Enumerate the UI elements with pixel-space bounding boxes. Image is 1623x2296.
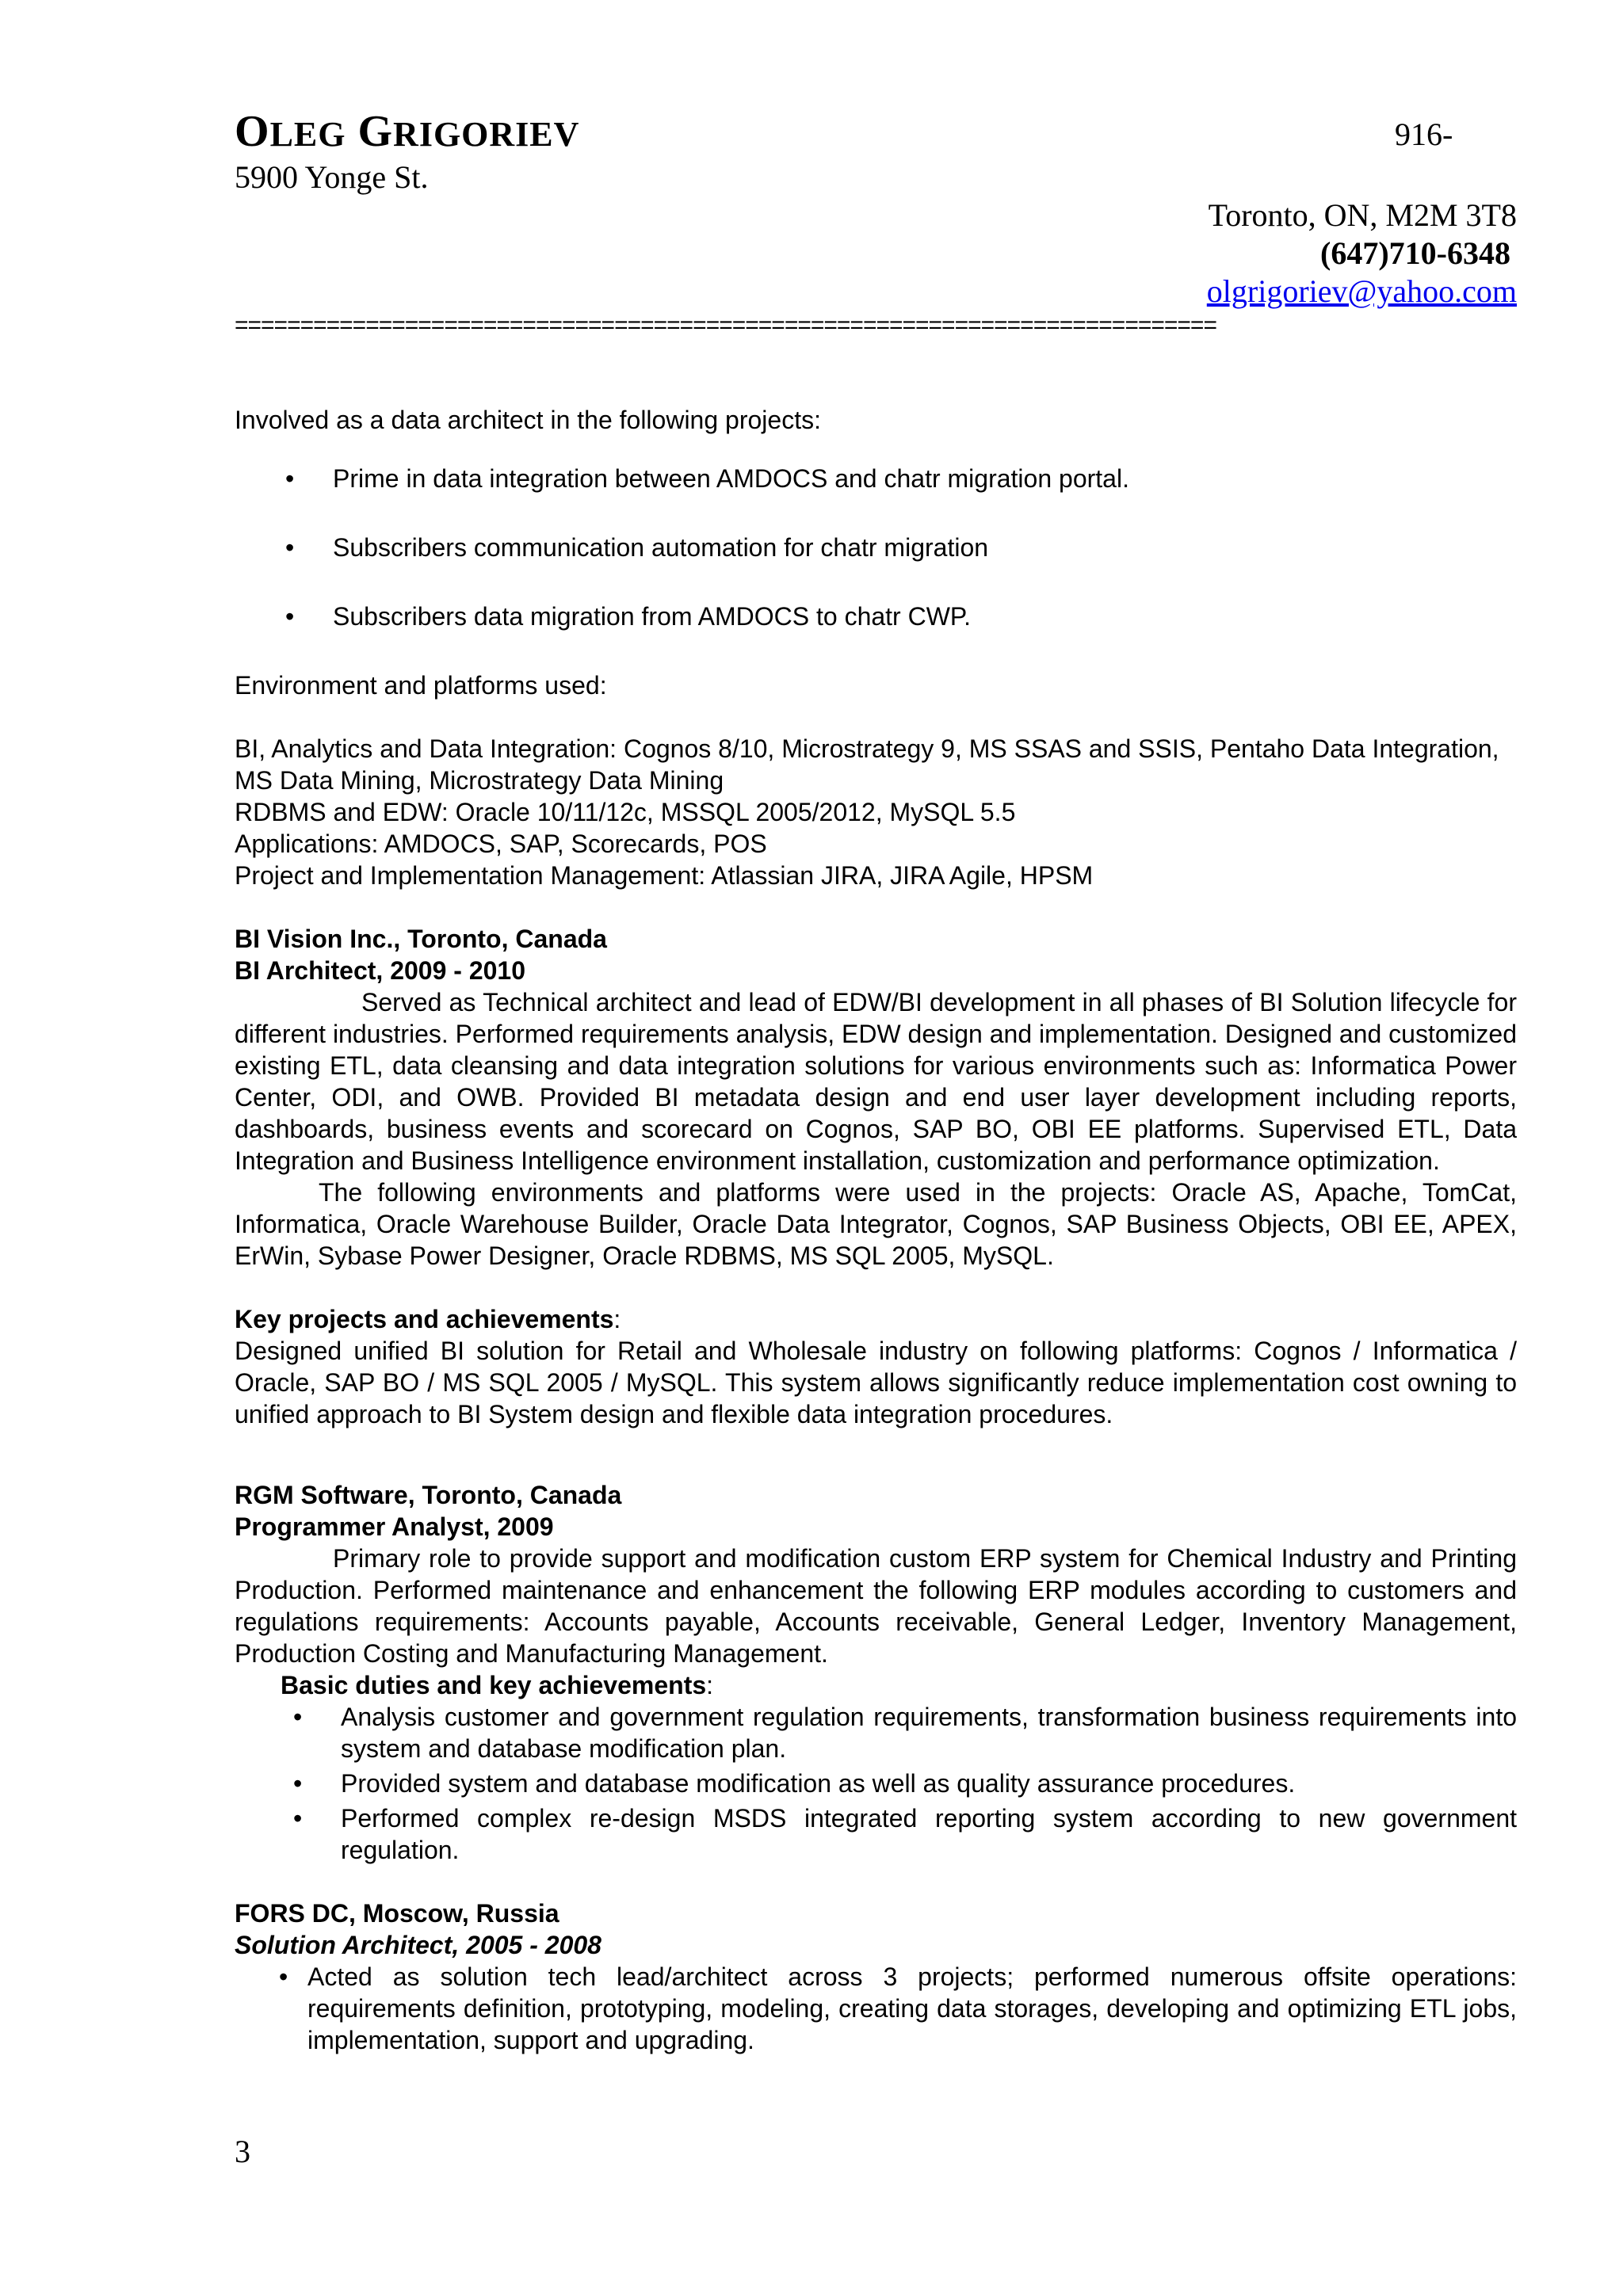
job1-title: BI Architect, 2009 - 2010: [235, 956, 525, 985]
job1-company: BI Vision Inc., Toronto, Canada: [235, 925, 607, 953]
job2-company: RGM Software, Toronto, Canada: [235, 1481, 622, 1509]
list-item-text: Subscribers communication automation for chatr migration: [333, 533, 989, 562]
name-first-initial: O: [235, 107, 270, 156]
env-line: Project and Implementation Management: Atlassian JIRA, JIRA Agile, HPSM: [235, 861, 1094, 890]
list-item-text: Acted as solution tech lead/architect across 3 projects; performed numerous offsite operations: requirements definition, prototyping, modeling, creating data storages, developing and optimizing ETL jobs, implementation, support and upgrading.: [307, 1962, 1517, 2054]
list-item-text: Performed complex re-design MSDS integrated reporting system according to new government regulation.: [341, 1804, 1517, 1864]
job2-title: Programmer Analyst, 2009: [235, 1512, 554, 1541]
bullet-icon: •: [285, 602, 295, 631]
page-number: 3: [235, 2134, 250, 2169]
resume-body: [235, 404, 1517, 2056]
name-last-initial: G: [357, 107, 394, 156]
address-city: Toronto, ON, M2M 3T8: [1208, 197, 1517, 233]
job3-title: Solution Architect, 2005 - 2008: [235, 1931, 601, 1959]
list-item: [235, 601, 1517, 632]
duties-list: [235, 1701, 1517, 1866]
address-street: 5900 Yonge St.: [235, 159, 429, 195]
bullet-icon: •: [293, 1703, 303, 1731]
bullet-icon: •: [293, 1769, 303, 1798]
list-item: [235, 1701, 1517, 1764]
phone-number: (647)710-6348: [1320, 235, 1510, 271]
header-divider: ===========================================================================: [235, 312, 1216, 338]
job1-key-heading: Key projects and achievements: [235, 1305, 614, 1333]
address-number-fragment: 916-: [1395, 116, 1453, 152]
list-item: [235, 463, 1517, 494]
bullet-icon: •: [293, 1804, 303, 1833]
list-item: [235, 1802, 1517, 1866]
job2-duties-heading: Basic duties and key achievements: [281, 1671, 707, 1699]
intro-lead: Involved as a data architect in the following projects:: [235, 406, 821, 434]
name-first-rest: LEG: [269, 115, 346, 154]
env-line: RDBMS and EDW: Oracle 10/11/12c, MSSQL 2005/2012, MySQL 5.5: [235, 798, 1016, 826]
job1-environments: The following environments and platforms were used in the projects: Oracle AS, Apache, TomCat, Informatica, Oracle Warehouse Builder, Oracle Data Integrator, Cognos, SAP Business Objects, OBI EE, APEX, ErWin, Sybase Power Designer, Oracle RDBMS, MS SQL 2005, MySQL.: [235, 1178, 1517, 1270]
name-last-rest: RIGORIEV: [393, 115, 580, 154]
env-line: Applications: AMDOCS, SAP, Scorecards, POS: [235, 830, 767, 858]
list-item-text: Prime in data integration between AMDOCS and chatr migration portal.: [333, 464, 1129, 493]
job2-description: Primary role to provide support and modification custom ERP system for Chemical Industry and Printing Production. Performed maintenance and enhancement the following ERP modules according to customers and regulations requirements: Accounts payable, Accounts receivable, General Ledger, Inventory Management, Production Costing and Manufacturing Management.: [235, 1544, 1517, 1668]
list-item-text: Subscribers data migration from AMDOCS to chatr CWP.: [333, 602, 972, 631]
candidate-name: [235, 106, 579, 157]
list-item-text: Provided system and database modification as well as quality assurance procedures.: [341, 1769, 1296, 1798]
bullet-icon: •: [285, 464, 295, 493]
env-heading: Environment and platforms used:: [235, 671, 607, 700]
job1-description: Served as Technical architect and lead of EDW/BI development in all phases of BI Solution lifecycle for different industries. Performed requirements analysis, EDW design and implementation. Designed and customized existing ETL, data cleansing and data integration solutions for various environments such as: Informatica Power Center, ODI, and OWB. Provided BI metadata design and end user layer development including reports, dashboards, business events and scorecard on Cognos, SAP BO, OBI EE platforms. Supervised ETL, Data Integration and Business Intelligence environment installation, customization and performance optimization.: [235, 988, 1517, 1175]
email-link[interactable]: olgrigoriev@yahoo.com: [1206, 273, 1517, 309]
job2-duties-heading-line: [235, 1669, 1517, 1701]
env-line: BI, Analytics and Data Integration: Cognos 8/10, Microstrategy 9, MS SSAS and SSIS, Pentaho Data Integration, MS Data Mining, Microstrategy Data Mining: [235, 734, 1499, 795]
job1-key-text: Designed unified BI solution for Retail and Wholesale industry on following platforms: Cognos / Informatica / Oracle, SAP BO / MS SQL 2005 / MySQL. This system allows significantly reduce implementation cost owning to unified approach to BI System design and flexible data integration procedures.: [235, 1337, 1517, 1428]
job1-key-heading-line: [235, 1303, 1517, 1335]
job3-list: [235, 1961, 1517, 2056]
colon-text: :: [613, 1305, 621, 1333]
list-item-text: Analysis customer and government regulation requirements, transformation business requirements into system and database modification plan.: [341, 1703, 1517, 1763]
bullet-icon: •: [279, 1962, 288, 1991]
job3-company: FORS DC, Moscow, Russia: [235, 1899, 559, 1928]
list-item: [235, 1961, 1517, 2056]
list-item: [235, 1768, 1517, 1799]
colon-text: :: [706, 1671, 714, 1699]
list-item: [235, 532, 1517, 563]
project-list: [235, 463, 1517, 632]
bullet-icon: •: [285, 533, 295, 562]
